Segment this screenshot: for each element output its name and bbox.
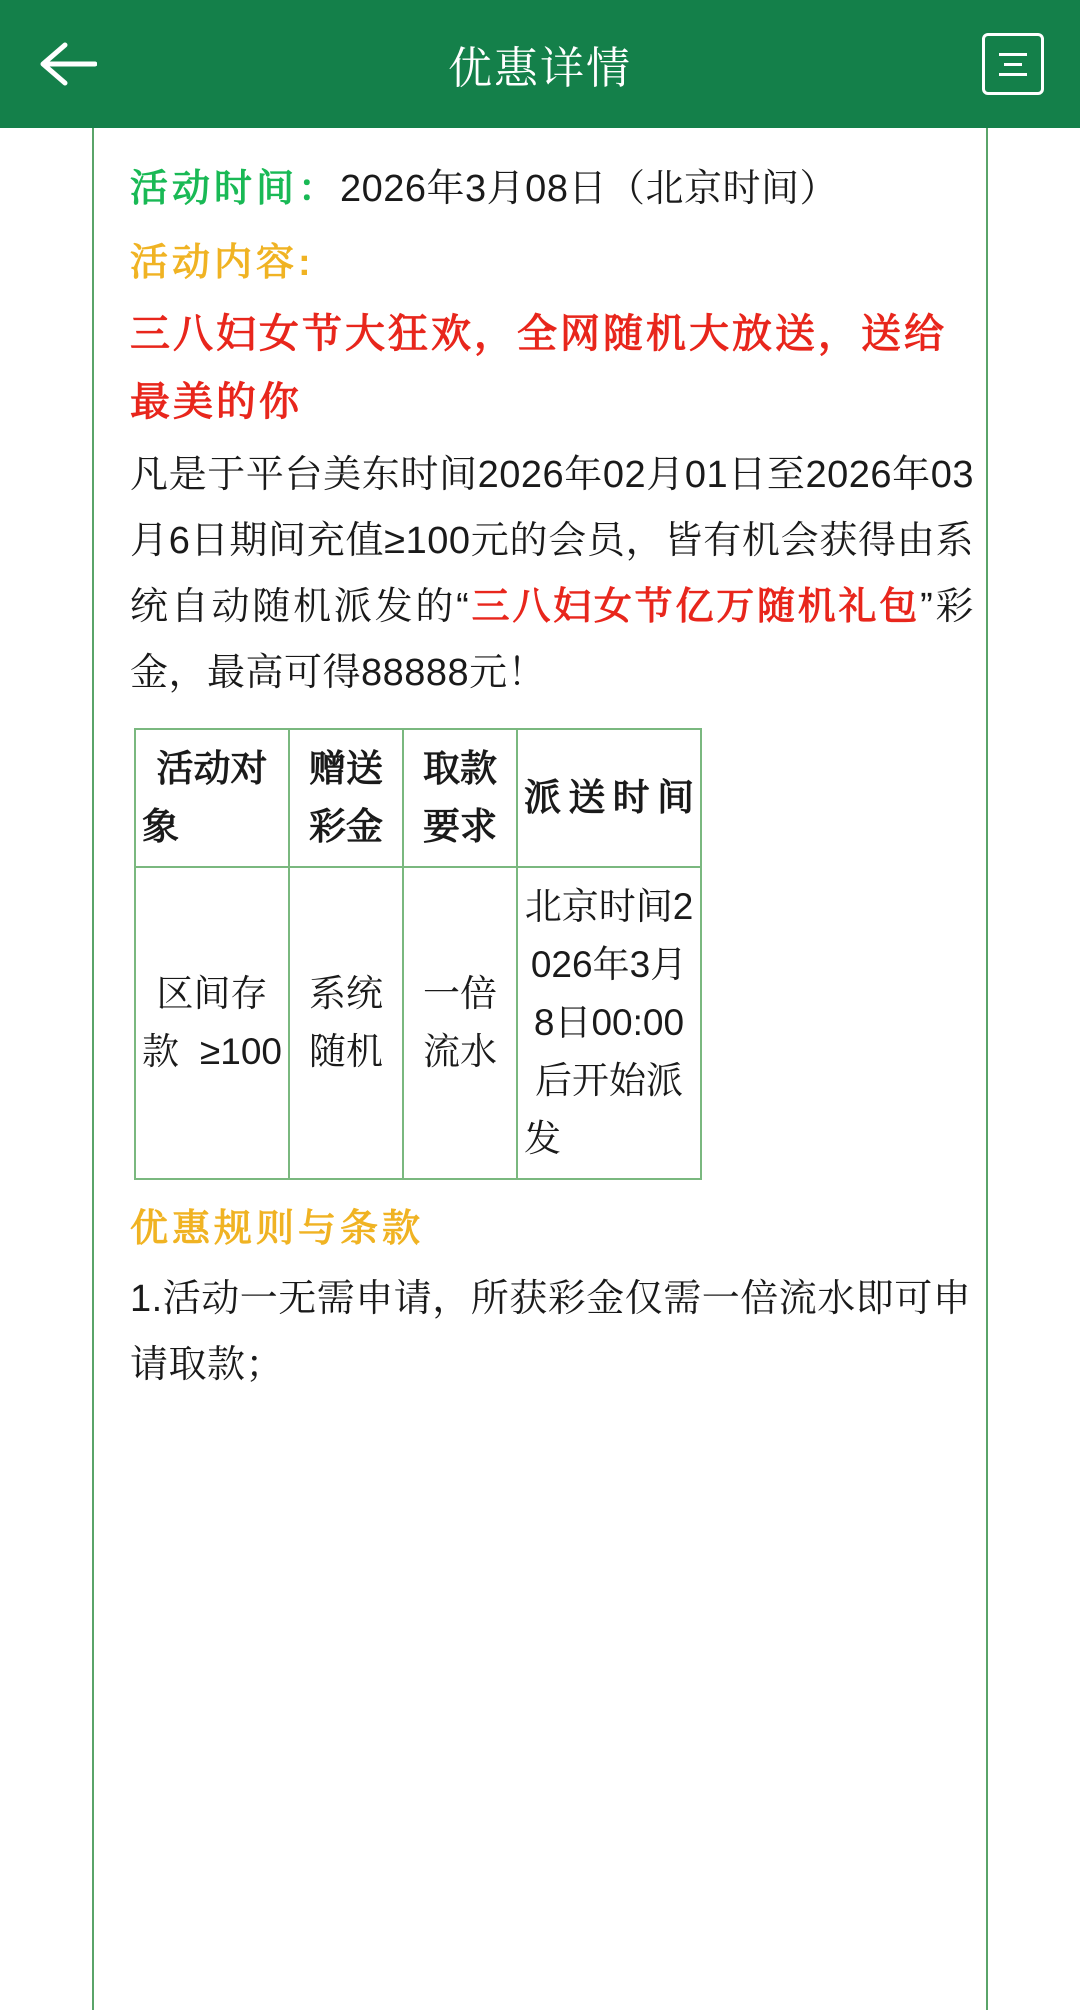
promo-detail-content[interactable] [0,128,1080,2010]
arrow-left-icon [39,41,97,87]
activity-time-value: 2026年3月08日（北京时间） [340,168,838,210]
promo-table [134,728,702,1180]
rule-item-1: 1.活动一无需申请，所获彩金仅需一倍流水即可申请取款； [130,1278,972,1386]
activity-slogan: 三八妇女节大狂欢，全网随机大放送，送给最美的你 [130,312,947,424]
left-border-rule [92,128,94,2010]
table-header-target: 活动对象 [135,729,289,867]
table-cell-withdraw: 一倍流水 [403,867,517,1179]
rules-title: 优惠规则与条款 [130,1208,425,1250]
activity-content-label: 活动内容: [130,242,315,284]
menu-icon-bar-1 [999,53,1027,56]
table-header-dispatch-time: 派送时间 [517,729,701,867]
description-part-1: 凡是于平台美东时间2026年02月01日至2026年03月6日期间充值≥100元的会员，皆有机会获得由系统自动随机派发的“ [130,454,974,628]
right-border-rule [986,128,988,2010]
promo-article [0,128,1080,1398]
table-cell-target: 区间存款≥100 [135,867,289,1179]
page-title: 优惠详情 [448,44,632,93]
back-button[interactable] [36,32,100,96]
activity-time-label: 活动时间： [130,168,341,210]
table-header-row [135,729,701,867]
activity-description [130,442,974,706]
activity-content-label-line [130,230,974,296]
description-highlight: 三八妇女节亿万随机礼包 [469,586,921,628]
table-row [135,867,701,1179]
description-part-2: ”彩金，最高可得88888元！ [130,586,975,694]
activity-time-line [130,156,974,222]
menu-button[interactable] [982,33,1044,95]
table-header-bonus: 赠送彩金 [289,729,403,867]
menu-icon-bar-2 [1004,63,1022,66]
table-cell-bonus: 系统随机 [289,867,403,1179]
menu-icon-bar-3 [999,73,1027,76]
table-cell-dispatch-time: 北京时间2026年3月8日00:00后开始派发 [517,867,701,1179]
app-header [0,0,1080,128]
table-header-withdraw: 取款要求 [403,729,517,867]
